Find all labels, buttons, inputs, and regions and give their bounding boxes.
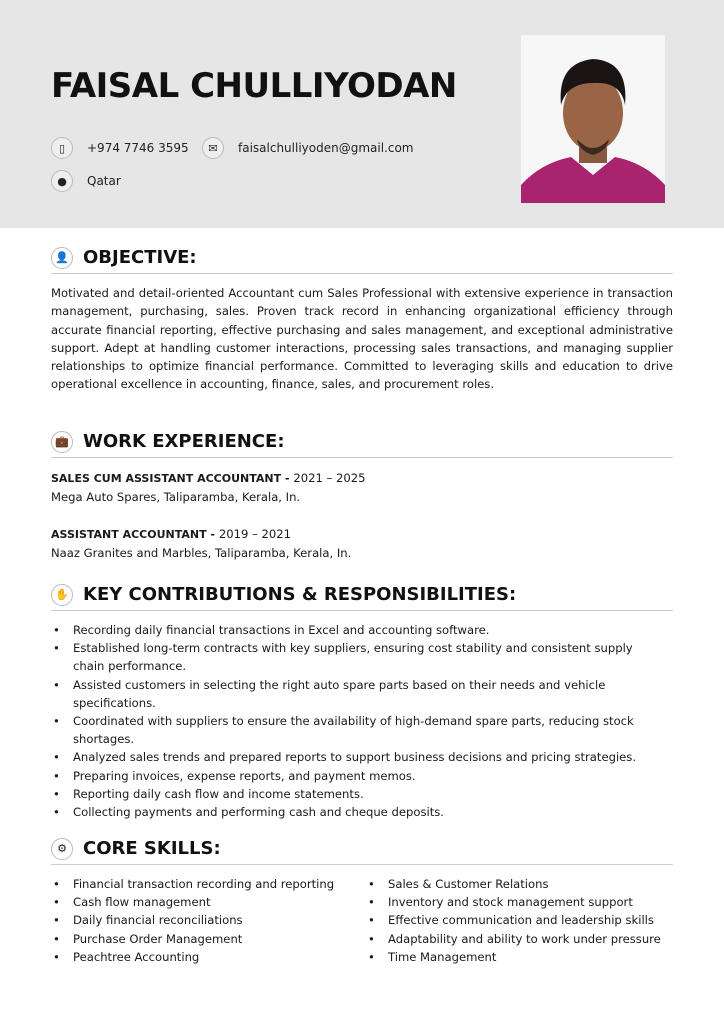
section-title: KEY CONTRIBUTIONS & RESPONSIBILITIES: xyxy=(83,584,517,605)
list-item: • Recording daily financial transactions in Excel and accounting software. xyxy=(51,621,667,639)
job-years: 2019 – 2021 xyxy=(218,526,292,541)
list-item: • Assisted customers in selecting the right auto spare parts based on their needs and vehicle specifications. xyxy=(51,676,667,712)
handshake-icon: ✋ xyxy=(51,584,73,606)
objective-text: Motivated and detail-oriented Accountant cum Sales Professional with extensive experience in transaction management, purchasing, sales. Proven track record in enhancing organizational efficiency through accurate financial reporting, effective purchasing and sales management, and exceptional administrative support. Adept at handling customer interactions, processing sales transactions, and managing supplier relationships to optimize financial performance. Committed to leveraging skills and education to drive operational excellence in accounting, finance, sales, and procurement roles. xyxy=(51,286,673,392)
section-title: CORE SKILLS: xyxy=(83,838,221,859)
job-entry xyxy=(51,525,673,563)
skill-item: • Daily financial reconciliations xyxy=(51,911,366,929)
list-item: • Coordinated with suppliers to ensure the availability of high-demand spare parts, reducing stock shortages. xyxy=(51,712,667,748)
email-address[interactable]: faisalchulliyoden@gmail.com xyxy=(238,141,414,155)
profile-photo xyxy=(521,35,665,203)
skill-item: • Purchase Order Management xyxy=(51,930,366,948)
skill-item: • Sales & Customer Relations xyxy=(366,875,661,893)
email-contact xyxy=(202,137,413,159)
contributions-list xyxy=(51,621,673,821)
job-years: 2021 – 2025 xyxy=(293,471,366,485)
list-item: • Reporting daily cash flow and income statements. xyxy=(51,785,667,803)
skills-list-left xyxy=(51,875,366,966)
objective-section xyxy=(51,246,673,394)
list-item: • Analyzed sales trends and prepared reports to support business decisions and pricing strategies. xyxy=(51,748,667,766)
skill-item: • Cash flow management xyxy=(51,893,366,911)
location-pin-icon: ● xyxy=(51,170,73,192)
skill-item: • Financial transaction recording and reporting xyxy=(51,875,366,893)
skill-item: • Inventory and stock management support xyxy=(366,893,661,911)
skill-item: • Effective communication and leadership skills xyxy=(366,911,661,929)
skills-list-right xyxy=(366,875,661,966)
job-company: Naaz Granites and Marbles, Taliparamba, Kerala, In. xyxy=(51,545,352,560)
email-icon: ✉ xyxy=(202,137,224,159)
core-skills-section xyxy=(51,837,673,966)
skill-item: • Peachtree Accounting xyxy=(51,948,366,966)
list-item: • Preparing invoices, expense reports, and payment memos. xyxy=(51,767,667,785)
job-role: SALES CUM ASSISTANT ACCOUNTANT - xyxy=(51,472,294,485)
phone-icon: ▯ xyxy=(51,137,73,159)
location-contact xyxy=(51,170,121,192)
section-title: WORK EXPERIENCE: xyxy=(83,431,285,452)
gear-icon: ⚙ xyxy=(51,838,73,860)
candidate-name: FAISAL CHULLIYODAN xyxy=(51,66,457,106)
job-entry xyxy=(51,469,673,507)
section-title: OBJECTIVE: xyxy=(83,247,197,268)
contributions-section xyxy=(51,583,673,821)
work-experience-section xyxy=(51,430,673,562)
location: Qatar xyxy=(87,174,121,188)
phone-number: +974 7746 3595 xyxy=(87,141,189,155)
job-role: ASSISTANT ACCOUNTANT - xyxy=(51,527,219,541)
briefcase-icon: 💼 xyxy=(51,431,73,453)
skill-item: • Adaptability and ability to work under pressure xyxy=(366,930,661,948)
list-item: • Established long-term contracts with key suppliers, ensuring cost stability and consistent supply chain performance. xyxy=(51,639,667,675)
skill-item: • Time Management xyxy=(366,948,661,966)
list-item: • Collecting payments and performing cash and cheque deposits. xyxy=(51,803,667,821)
person-icon: 👤 xyxy=(51,247,73,269)
job-company: Mega Auto Spares, Taliparamba, Kerala, In. xyxy=(51,490,301,505)
phone-contact xyxy=(51,137,189,159)
header xyxy=(0,0,724,228)
